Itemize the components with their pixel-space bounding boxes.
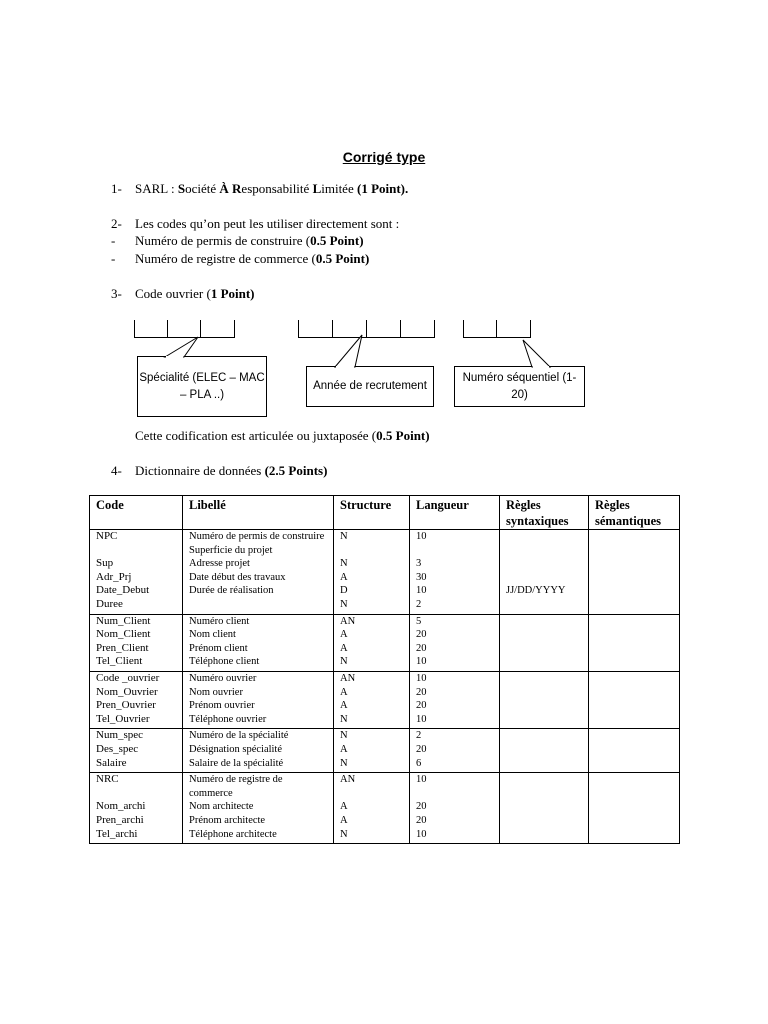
cell-line: Pren_Ouvrier <box>96 699 156 712</box>
cell-line: NPC <box>96 530 118 542</box>
cell-line: Nom_Ouvrier <box>96 685 158 698</box>
cell-line: JJ/DD/YYYY <box>506 585 566 597</box>
table-row <box>90 671 680 728</box>
cell-line: AN <box>340 672 356 684</box>
q1-word-3: esponsabilité <box>241 181 313 196</box>
structure-cell <box>334 614 410 671</box>
syntax-rule-cell <box>500 773 589 844</box>
q4-points: (2.5 Points) <box>264 463 328 478</box>
header-longueur: Langueur <box>410 496 500 530</box>
cell-line: AN <box>340 615 356 627</box>
question-1-number: 1- <box>111 181 122 196</box>
callout-pointer <box>165 337 198 357</box>
cell-line: Code _ouvrier <box>96 671 160 684</box>
semantic-rule-cell <box>589 530 680 615</box>
cell-line: A <box>340 743 348 755</box>
header-libelle: Libellé <box>183 496 334 530</box>
q3-note <box>135 427 430 444</box>
page-title: Corrigé type <box>342 149 426 165</box>
cell-line: Numéro de registre de commerce <box>189 774 283 799</box>
cell-line: 10 <box>416 672 427 684</box>
structure-cell <box>334 773 410 844</box>
q3-note-text: Cette codification est articulée ou juxtaposée ( <box>135 428 377 443</box>
header-code: Code <box>90 496 183 530</box>
longueur-cell <box>410 671 500 728</box>
question-4 <box>111 462 327 479</box>
cell-line: Num_Client <box>96 614 151 627</box>
cell-line: D <box>340 585 348 597</box>
longueur-cell <box>410 729 500 773</box>
cell-line: A <box>340 700 348 712</box>
cell-line: 2 <box>416 730 422 742</box>
semantic-rule-cell <box>589 671 680 728</box>
longueur-cell <box>410 773 500 844</box>
code-cell <box>90 614 183 671</box>
cell-line: Numéro ouvrier <box>189 672 257 684</box>
cell-line: Adresse projet <box>189 558 250 570</box>
header-syntax-rules: Règles syntaxiques <box>500 496 589 530</box>
cell-line: Nom_archi <box>96 800 146 813</box>
libelle-cell <box>183 729 334 773</box>
semantic-rule-cell <box>589 614 680 671</box>
cell-line: Superficie du projet <box>189 544 273 556</box>
libelle-cell <box>183 671 334 728</box>
cell-line: 20 <box>416 814 427 826</box>
cell-line: Pren_Client <box>96 641 149 654</box>
q1-letter-r: R <box>232 181 242 196</box>
callout-sequence-text: Numéro séquentiel (1-20) <box>462 371 577 401</box>
cell-line: N <box>340 713 348 725</box>
code-cell <box>90 773 183 844</box>
cell-line: A <box>340 571 348 583</box>
q1-word-1: ociété <box>185 181 220 196</box>
longueur-cell <box>410 530 500 615</box>
structure-cell <box>334 530 410 615</box>
q2-item-1-points: 0.5 Point) <box>310 233 364 248</box>
q2-item-2-points: 0.5 Point) <box>315 251 370 266</box>
table-header-row <box>90 496 680 530</box>
cell-line <box>506 598 583 612</box>
q1-letter-a: À <box>219 181 229 196</box>
cell-line: 10 <box>416 713 427 725</box>
cell-line: 5 <box>416 615 422 627</box>
header-semantic-rules: Règles sémantiques <box>589 496 680 530</box>
q2-intro: Les codes qu’on peut les utiliser directement sont : <box>135 216 400 231</box>
cell-line: Adr_Prj <box>96 570 132 583</box>
cell-line: Nom client <box>189 629 236 641</box>
cell-line: 10 <box>416 656 427 668</box>
q1-prefix: SARL : <box>135 181 178 196</box>
libelle-cell <box>183 773 334 844</box>
cell-line: AN <box>340 774 356 786</box>
syntax-rule-cell <box>500 614 589 671</box>
q3-note-points: 0.5 Point) <box>376 428 430 443</box>
cell-line: 10 <box>416 531 427 542</box>
code-cell <box>90 671 183 728</box>
data-dictionary-table <box>89 495 680 844</box>
q3-text: Code ouvrier ( <box>135 286 211 301</box>
cell-line: Téléphone client <box>189 656 260 668</box>
callout-year-text: Année de recrutement <box>313 380 427 392</box>
cell-line: 10 <box>416 828 427 840</box>
cell-line: A <box>340 629 348 641</box>
cell-line: Nom architecte <box>189 801 254 813</box>
cell-line: NRC <box>96 773 119 786</box>
cell-line <box>416 787 494 801</box>
bullet-dash: - <box>111 251 116 266</box>
cell-line: N <box>340 598 348 610</box>
syntax-rule-cell <box>500 671 589 728</box>
q1-word-4: imitée <box>321 181 357 196</box>
cell-line: Durée de réalisation <box>189 585 274 597</box>
cell-line <box>340 787 404 801</box>
code-cell <box>90 729 183 773</box>
cell-line: A <box>340 801 348 813</box>
cell-line: 20 <box>416 686 427 698</box>
structure-cell <box>334 729 410 773</box>
code-cell <box>90 530 183 615</box>
cell-line: 20 <box>416 642 427 654</box>
cell-line: 20 <box>416 700 427 712</box>
callout-pointer <box>335 335 362 367</box>
cell-line: Num_spec <box>96 729 144 742</box>
libelle-cell <box>183 614 334 671</box>
cell-line: Prénom ouvrier <box>189 700 255 712</box>
cell-line: N <box>340 828 348 840</box>
cell-line <box>340 544 404 558</box>
cell-line: Nom_Client <box>96 628 151 641</box>
syntax-rule-cell <box>500 729 589 773</box>
cell-line <box>506 571 583 585</box>
cell-line: 6 <box>416 757 422 769</box>
libelle-cell <box>183 530 334 615</box>
question-4-number: 4- <box>111 463 122 478</box>
cell-line: 3 <box>416 558 422 570</box>
cell-line: Sup <box>96 557 114 570</box>
cell-line <box>416 544 494 558</box>
question-2-number: 2- <box>111 216 122 231</box>
cell-line: Tel_Client <box>96 655 143 668</box>
q2-item-1-text: Numéro de permis de construire ( <box>135 233 311 248</box>
table-row <box>90 530 680 615</box>
cell-line: Date début des travaux <box>189 571 286 583</box>
cell-line: 20 <box>416 743 427 755</box>
cell-line: 20 <box>416 801 427 813</box>
cell-line: 20 <box>416 629 427 641</box>
cell-line: Téléphone architecte <box>189 828 277 840</box>
q1-letter-s: S <box>177 181 186 196</box>
callout-specialty-text: Spécialité (ELEC – MAC – PLA ..) <box>139 371 265 401</box>
cell-line <box>506 544 583 558</box>
cell-line <box>96 787 177 801</box>
syntax-rule-cell <box>500 530 589 615</box>
cell-line: Tel_archi <box>96 827 138 840</box>
cell-line: Duree <box>96 597 123 610</box>
header-structure: Structure <box>334 496 410 530</box>
cell-line: A <box>340 686 348 698</box>
table-row <box>90 614 680 671</box>
cell-line: N <box>340 531 348 542</box>
cell-line: A <box>340 814 348 826</box>
cell-line: N <box>340 656 348 668</box>
cell-line <box>506 557 583 571</box>
cell-line: Numéro de la spécialité <box>189 730 289 742</box>
cell-line: Salaire de la spécialité <box>189 757 284 769</box>
cell-line: Téléphone ouvrier <box>189 713 267 725</box>
cell-line: Des_spec <box>96 742 139 755</box>
cell-line: Date_Debut <box>96 584 150 597</box>
q3-points: 1 Point) <box>210 286 255 301</box>
cell-line: N <box>340 558 348 570</box>
cell-line <box>96 544 177 558</box>
question-3-number: 3- <box>111 286 122 301</box>
callout-pointer <box>523 340 550 367</box>
cell-line: N <box>340 730 348 742</box>
q4-text: Dictionnaire de données <box>135 463 265 478</box>
cell-line: N <box>340 757 348 769</box>
cell-line: Nom ouvrier <box>189 686 243 698</box>
table-row <box>90 773 680 844</box>
cell-line: Prénom architecte <box>189 814 266 826</box>
structure-cell <box>334 671 410 728</box>
cell-line: 10 <box>416 774 427 786</box>
q1-points: (1 Point). <box>356 181 409 196</box>
cell-line: 2 <box>416 598 422 610</box>
q1-letter-l: L <box>312 181 322 196</box>
semantic-rule-cell <box>589 773 680 844</box>
cell-line: A <box>340 642 348 654</box>
bullet-dash: - <box>111 233 116 248</box>
longueur-cell <box>410 614 500 671</box>
table-row <box>90 729 680 773</box>
cell-line: Numéro client <box>189 615 250 627</box>
cell-line: Salaire <box>96 756 127 769</box>
cell-line: Prénom client <box>189 642 248 654</box>
q2-item-2-text: Numéro de registre de commerce ( <box>135 251 316 266</box>
cell-line: Numéro de permis de construire <box>189 531 325 542</box>
cell-line: 10 <box>416 585 427 597</box>
cell-line: Tel_Ouvrier <box>96 712 150 725</box>
semantic-rule-cell <box>589 729 680 773</box>
cell-line <box>506 530 583 544</box>
cell-line: Désignation spécialité <box>189 743 283 755</box>
cell-line: 30 <box>416 571 427 583</box>
cell-line: Pren_archi <box>96 813 144 826</box>
